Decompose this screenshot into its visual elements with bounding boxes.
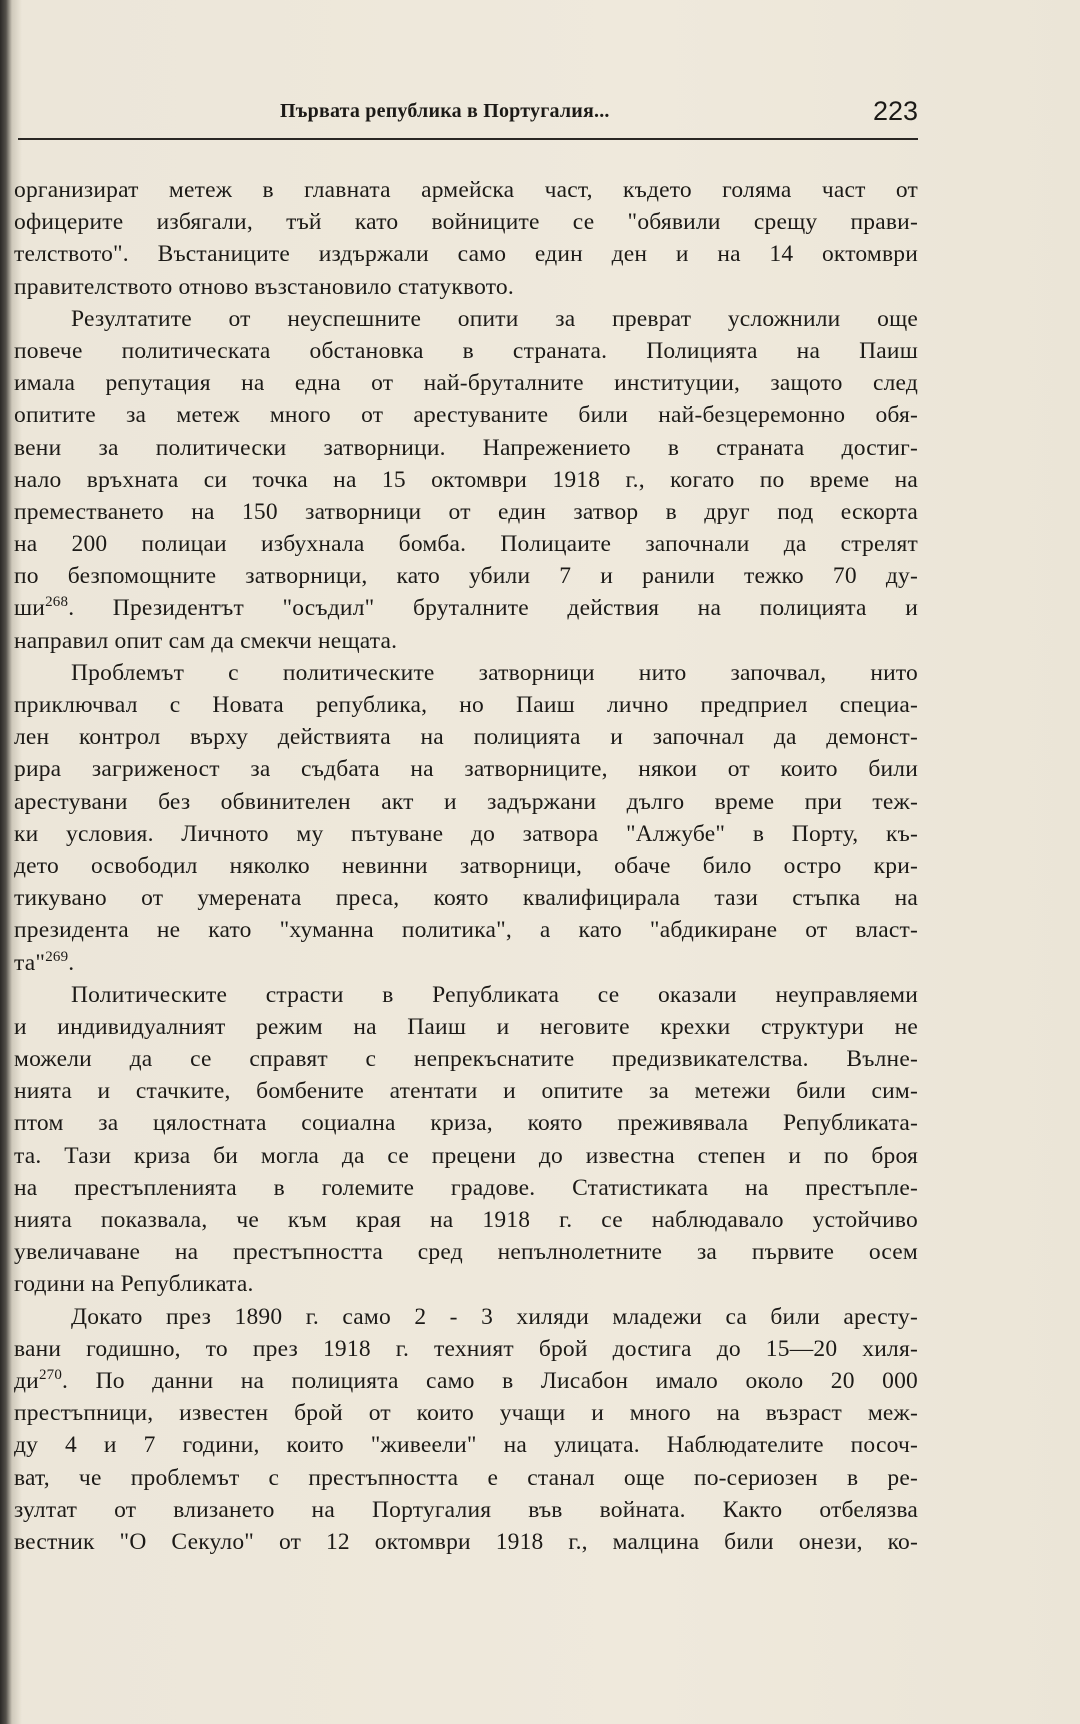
text-line: птом за цялостната социална криза, която преживявала Републиката- [14, 1110, 918, 1137]
text-line: рира загриженост за съдбата на затворниците, някои от които били [14, 756, 918, 783]
text-line: вени за политически затворници. Напрежението в страната достиг- [14, 434, 918, 461]
text-line: приключвал с Новата република, но Паиш лично предприел специа- [14, 692, 918, 718]
text-line: увеличаване на престъпността сред непълнолетните за първите осем [14, 1239, 918, 1266]
text-line: та. Тази криза би могла да се прецени до известна степен и по броя [14, 1142, 918, 1169]
text-line: Резултатите от неуспешните опити за преврат усложнили още [71, 305, 918, 332]
text-line: нията показвала, че към края на 1918 г. се наблюдавало устойчиво [14, 1207, 918, 1233]
text-line: телството". Въстаниците издържали само един ден и на 14 октомври [14, 241, 918, 268]
text-line: президента не като "хуманна политика", а като "абдикиране от власт- [14, 917, 918, 944]
text-line: направил опит сам да смекчи нещата. [14, 627, 398, 654]
text-line: нало връхната си точка на 15 октомври 1918 г., когато по време на [14, 466, 918, 493]
text-line: години на Републиката. [14, 1271, 254, 1298]
page-header [18, 98, 918, 140]
text-line: на 200 полицаи избухнала бомба. Полицаите започнали да стрелят [14, 531, 918, 558]
text-line [14, 592, 918, 624]
page-number: 223 [872, 96, 918, 126]
text-line: Политическите страсти в Републиката се оказали неуправляеми [71, 981, 918, 1008]
text-line: престъпници, известен брой от които учащи и много на възраст меж- [14, 1400, 918, 1427]
text-line: тикувано от умерената преса, която квалифицирала тази стъпка на [14, 885, 918, 912]
footnote-ref: 268 [45, 594, 69, 611]
text-fragment: . Президентът "осъдил" бруталните действия на полицията и [68, 595, 918, 622]
text-line: по безпомощните затворници, като убили 7 и ранили тежко 70 ду- [14, 563, 918, 590]
text-fragment: та" [14, 949, 46, 976]
text-line: ду 4 и 7 години, които "живеели" на улицата. Наблюдателите посоч- [14, 1432, 918, 1459]
text-line: офицерите избягали, тъй като войниците се "обявили срещу прави- [14, 209, 918, 236]
text-line: нията и стачките, бомбените атентати и опитите за метежи били сим- [14, 1078, 918, 1105]
text-line: вестник "О Секуло" от 12 октомври 1918 г., малцина били онези, ко- [14, 1528, 918, 1555]
text-fragment: ди [14, 1367, 39, 1394]
text-fragment: . [68, 949, 75, 976]
text-line: правителството отново възстановило статуквото. [14, 273, 514, 300]
text-line: дето освободил няколко невинни затворници, обаче било остро кри- [14, 852, 918, 879]
footnote-ref: 270 [38, 1366, 63, 1383]
text-line [14, 1365, 918, 1397]
footnote-ref: 269 [45, 948, 69, 965]
text-line: опитите за метеж много от арестуваните били най-безцеремонно обя- [14, 402, 918, 429]
text-line [14, 947, 918, 979]
text-line: арестувани без обвинителен акт и задържани дълго време при теж- [14, 788, 918, 815]
text-line: лен контрол върху действията на полицията и започнал да демонст- [14, 724, 918, 751]
text-line: преместването на 150 затворници от един затвор в друг под ескорта [14, 498, 918, 525]
text-line: организират метеж в главната армейска част, където голяма част от [14, 177, 918, 203]
text-line: вани годишно, то през 1918 г. техният брой достига до 15—20 хиля- [14, 1335, 918, 1362]
text-line: ки условия. Личното му пътуване до затвора "Алжубе" в Порту, къ- [14, 820, 918, 847]
text-line: на престъпленията в големите градове. Статистиката на престъпле- [14, 1174, 918, 1201]
text-line: повече политическата обстановка в страната. Полицията на Паиш [14, 337, 918, 364]
text-line: зултат от влизането на Португалия във войната. Както отбелязва [14, 1496, 918, 1523]
text-line: Докато през 1890 г. само 2 - 3 хиляди младежи са били аресту- [71, 1303, 918, 1330]
text-line: и индивидуалният режим на Паиш и неговите крехки структури не [14, 1013, 918, 1040]
text-line: можели да се справят с непрекъснатите предизвикателства. Вълне- [14, 1046, 918, 1073]
text-line: имала репутация на една от най-бруталните институции, защото след [14, 370, 918, 397]
body-text [14, 174, 918, 1558]
text-line: ват, че проблемът с престъпността е станал още по-сериозен в ре- [14, 1464, 918, 1491]
running-title: Първата република в Португалия... [280, 100, 610, 122]
text-fragment: ши [14, 595, 46, 622]
text-fragment: . По данни на полицията само в Лисабон имало около 20 000 [62, 1367, 918, 1394]
text-line: Проблемът с политическите затворници нито започвал, нито [71, 659, 918, 686]
